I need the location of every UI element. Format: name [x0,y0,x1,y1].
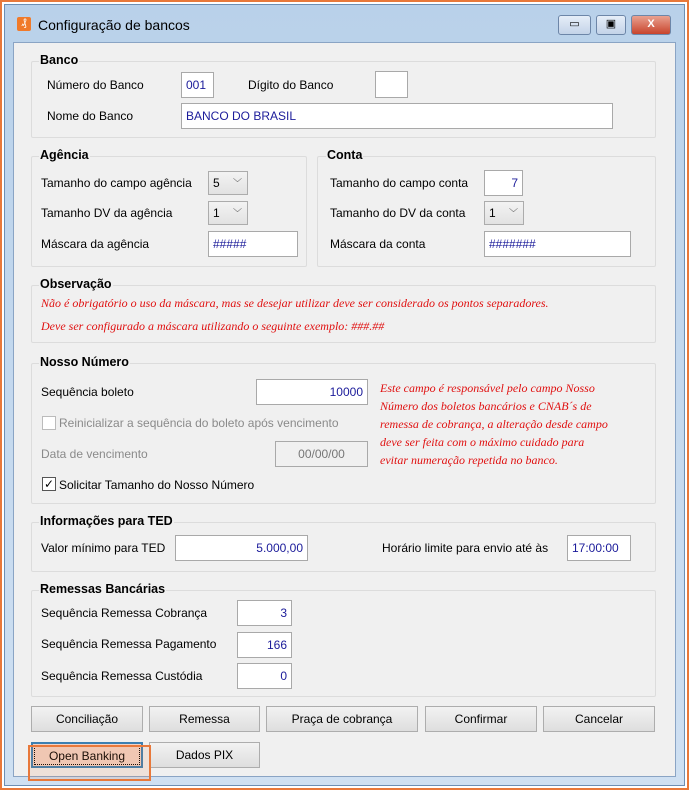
remessa-pagamento-label: Sequência Remessa Pagamento [41,637,217,651]
open-banking-button[interactable]: Open Banking [31,742,143,768]
numero-banco-label: Número do Banco [47,78,144,92]
data-vencimento-input[interactable]: 00/00/00 [275,441,368,467]
chevron-down-icon: ﹀ [508,208,518,218]
remessa-custodia-label: Sequência Remessa Custódia [41,669,203,683]
remessa-cobranca-input[interactable]: 3 [237,600,292,626]
digito-banco-input[interactable] [375,71,408,98]
minimize-icon: ▭ [569,18,580,30]
numero-banco-input[interactable]: 001 [181,72,214,98]
remessa-button[interactable]: Remessa [149,706,260,732]
tamanho-agencia-label: Tamanho do campo agência [41,176,192,190]
tamanho-agencia-value: 5 [213,176,220,190]
ted-group-title: Informações para TED [40,514,173,528]
reinicializar-checkbox[interactable] [42,416,56,430]
horario-limite-label: Horário limite para envio até às [382,541,549,555]
maximize-icon: ▣ [605,18,617,30]
mascara-conta-label: Máscara da conta [330,237,426,251]
dv-agencia-label: Tamanho DV da agência [41,206,173,220]
chevron-down-icon: ﹀ [232,178,242,188]
close-icon: X [647,18,655,30]
app-icon: ₰ [17,17,31,31]
nome-banco-label: Nome do Banco [47,109,134,123]
dados-pix-button[interactable]: Dados PIX [149,742,260,768]
minimize-button[interactable] [558,15,591,35]
aviso-line: Este campo é responsável pelo campo Nosso [380,381,595,395]
tamanho-conta-label: Tamanho do campo conta [330,176,469,190]
sequencia-boleto-input[interactable]: 10000 [256,379,368,405]
confirmar-button[interactable]: Confirmar [425,706,537,732]
aviso-line: remessa de cobrança, a alteração desde campo [380,417,608,431]
aviso-line: deve ser feita com o máximo cuidado para [380,435,585,449]
valor-minimo-label: Valor mínimo para TED [41,541,166,555]
horario-limite-input[interactable]: 17:00:00 [567,535,631,561]
dv-conta-label: Tamanho do DV da conta [330,206,466,220]
observacao-line-2: Deve ser configurado a máscara utilizando o seguinte exemplo: ###.## [41,319,385,333]
remessa-cobranca-label: Sequência Remessa Cobrança [41,606,208,620]
aviso-line: Número dos boletos bancários e CNAB´s de [380,399,592,413]
remessa-custodia-input[interactable]: 0 [237,663,292,689]
close-button[interactable] [631,15,671,35]
highlight-box [28,745,151,781]
dv-conta-select[interactable] [484,201,524,225]
chevron-down-icon: ﹀ [232,208,242,218]
sequencia-boleto-label: Sequência boleto [41,385,134,399]
tamanho-conta-input[interactable]: 7 [484,170,523,196]
data-vencimento-label: Data de vencimento [41,447,148,461]
nosso-numero-group-title: Nosso Número [40,355,129,369]
valor-minimo-input[interactable]: 5.000,00 [175,535,308,561]
tamanho-agencia-select[interactable] [208,171,248,195]
conta-group-title: Conta [327,148,363,162]
agencia-group-title: Agência [40,148,89,162]
aviso-line: evitar numeração repetida no banco. [380,453,558,467]
solicitar-tamanho-label: Solicitar Tamanho do Nosso Número [59,478,255,492]
maximize-button[interactable] [596,15,626,35]
mascara-agencia-input[interactable]: ##### [208,231,298,257]
nosso-numero-aviso [380,379,608,469]
observacao-group-title: Observação [40,277,112,291]
remessa-pagamento-input[interactable]: 166 [237,632,292,658]
solicitar-tamanho-checkbox[interactable] [42,477,56,491]
nome-banco-input[interactable]: BANCO DO BRASIL [181,103,613,129]
conciliacao-button[interactable]: Conciliação [31,706,143,732]
banco-group-title: Banco [40,53,79,67]
cancelar-button[interactable]: Cancelar [543,706,655,732]
dv-agencia-value: 1 [213,206,220,220]
mascara-agencia-label: Máscara da agência [41,237,150,251]
praca-cobranca-button[interactable]: Praça de cobrança [266,706,418,732]
mascara-conta-input[interactable]: ####### [484,231,631,257]
check-icon: ✓ [43,477,55,491]
window-title: Configuração de bancos [38,17,190,33]
digito-banco-label: Dígito do Banco [248,78,334,92]
dv-agencia-select[interactable] [208,201,248,225]
dv-conta-value: 1 [489,206,496,220]
reinicializar-label: Reinicializar a sequência do boleto após vencimento [59,416,339,430]
remessas-group-title: Remessas Bancárias [40,582,166,596]
observacao-line-1: Não é obrigatório o uso da máscara, mas se desejar utilizar deve ser considerado os pontos separadores. [41,296,549,310]
observacao-group [31,285,656,343]
